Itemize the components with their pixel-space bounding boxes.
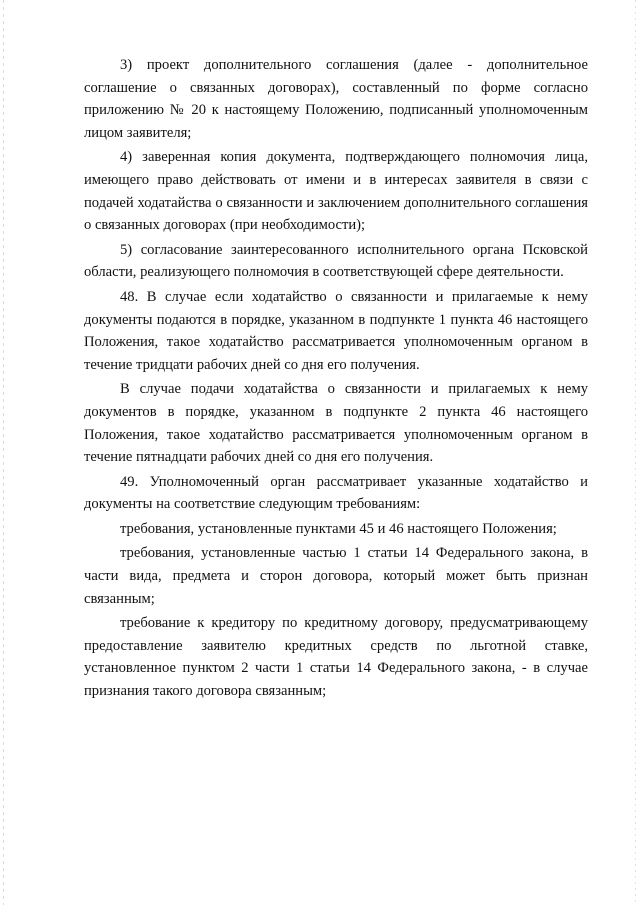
paragraph-requirement-1: требования, установленные пунктами 45 и 46 настоящего Положения;: [120, 520, 557, 537]
scan-edge-left: [3, 0, 4, 905]
paragraph-clause-48-second: В случае подачи ходатайства о связанности и прилагаемых к нему документов в порядке, указанном в подпункте 2 пункта 46 настоящего Положения, такое ходатайство рассматривается уполномоченным органом в течение пятнадцати рабочих дней со дня его получения.: [84, 381, 588, 466]
paragraph-item-4: 4) заверенная копия документа, подтверждающего полномочия лица, имеющего право действовать от имени и в интересах заявителя в связи с подачей ходатайства о связанности и заключением дополнительного соглашения о связанных договорах (при необходимости);: [84, 149, 588, 234]
paragraph-requirement-2: требования, установленные частью 1 статьи 14 Федерального закона, в части вида, предмета и сторон договора, который может быть признан связанным;: [84, 545, 588, 607]
paragraph-item-3: 3) проект дополнительного соглашения (далее - дополнительное соглашение о связанных договорах), составленный по форме согласно приложению № 20 к настоящему Положению, подписанный уполномоченным лицом заявителя;: [84, 57, 588, 141]
paragraph-requirement-3: требование к кредитору по кредитному договору, предусматривающему предоставление заявителю кредитных средств по льготной ставке, установленное пунктом 2 части 1 статьи 14 Федерального закона, - в случае признания такого договора связанным;: [84, 615, 588, 700]
paragraph-item-5: 5) согласование заинтересованного исполнительного органа Псковской области, реализующего полномочия в соответствующей сфере деятельности.: [84, 241, 588, 281]
document-body: [84, 54, 588, 703]
scan-edge-right: [635, 0, 636, 905]
paragraph-clause-48: 48. В случае если ходатайство о связанности и прилагаемые к нему документы подаются в порядке, указанном в подпункте 1 пункта 46 настоящего Положения, такое ходатайство рассматривается уполномоченным органом в течение тридцати рабочих дней со дня его получения.: [84, 288, 588, 373]
paragraph-clause-49: 49. Уполномоченный орган рассматривает указанные ходатайство и документы на соответствие следующим требованиям:: [84, 473, 588, 513]
